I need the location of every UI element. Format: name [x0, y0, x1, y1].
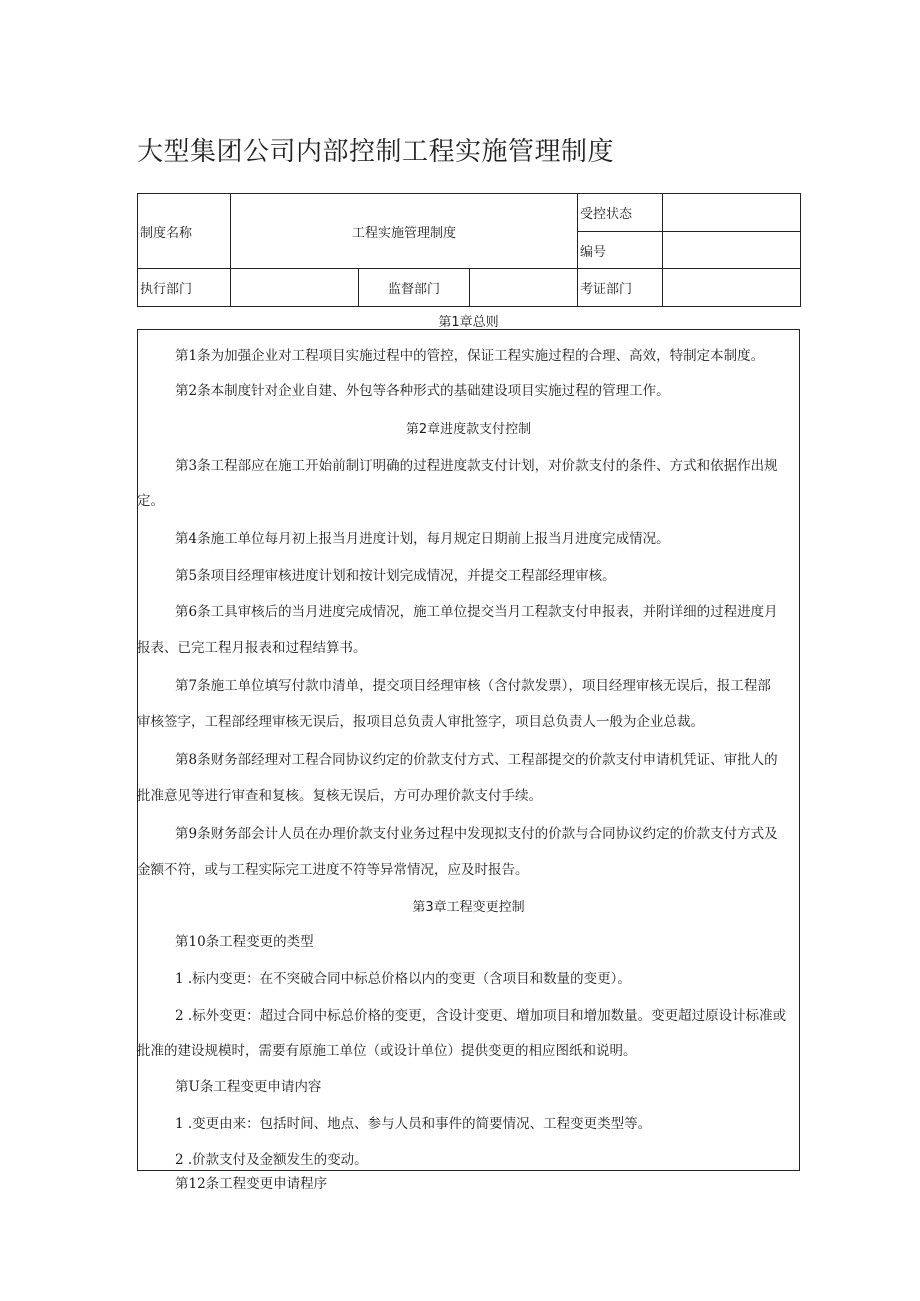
name-value: 工程实施管理制度 — [231, 194, 578, 269]
chapter-3-heading: 第3章工程变更控制 — [412, 900, 525, 915]
article-8-line-1: 第8条财务部经理对工程合同协议约定的价款支付方式、工程部提交的价款支付申请机凭证、审批人的 — [175, 752, 778, 768]
article-7-line-2: 审核签字，工程部经理审核无误后，报项目总负责人审批签字，项目总负责人一般为企业总裁。 — [137, 714, 704, 730]
number-label: 编号 — [578, 232, 663, 269]
article-8-line-2: 批准意见等进行审查和复核。复核无误后，方可办理价款支付手续。 — [137, 788, 542, 804]
status-label: 受控状态 — [578, 194, 663, 232]
article-10-item-2-line-1: 2 .标外变更：超过合同中标总价格的变更，含设计变更、增加项目和增加数量。变更超过原设计标准或 — [175, 1008, 787, 1024]
article-12: 第12条工程变更申请程序 — [175, 1176, 328, 1192]
exec-dept-value — [231, 269, 359, 307]
article-5: 第5条项目经理审核进度计划和按计划完成情况，并提交工程部经理审核。 — [175, 568, 616, 584]
supervise-dept-value — [470, 269, 578, 307]
exec-dept-label: 执行部门 — [138, 269, 231, 307]
supervise-dept-label: 监督部门 — [359, 269, 470, 307]
article-2: 第2条本制度针对企业自建、外包等各种形式的基础建设项目实施过程的管理工作。 — [175, 383, 670, 399]
article-9-line-2: 金额不符，或与工程实际完工进度不符等异常情况，应及时报告。 — [137, 862, 529, 878]
article-7-line-1: 第7条施工单位填写付款巾清单，提交项目经理审核（含付款发票），项目经理审核无误后，报工程部 — [175, 678, 771, 694]
audit-dept-label: 考证部门 — [578, 269, 663, 307]
article-11-item-2: 2 .价款支付及金额发生的变动。 — [175, 1152, 368, 1168]
status-value — [663, 194, 801, 232]
article-10-item-1: 1 .标内变更：在不突破合同中标总价格以内的变更（含项目和数量的变更）。 — [175, 971, 631, 987]
chapter-1-heading: 第1章总则 — [438, 315, 499, 330]
chapter-2-heading: 第2章进度款支付控制 — [405, 422, 532, 437]
article-11-item-1: 1 .变更由来：包括时间、地点、参与人员和事件的简要情况、工程变更类型等。 — [175, 1116, 652, 1132]
article-1: 第1条为加强企业对工程项目实施过程中的管控，保证工程实施过程的合理、高效，特制定本制度。 — [175, 348, 765, 364]
article-3-line-1: 第3条工程部应在施工开始前制订明确的过程进度款支付计划，对价款支付的条件、方式和依据作出规 — [175, 458, 778, 474]
number-value — [663, 232, 801, 269]
article-3-line-2: 定。 — [137, 493, 164, 509]
audit-dept-value — [663, 269, 801, 307]
article-10-item-2-line-2: 批准的建设规模时，需要有原施工单位（或设计单位）提供变更的相应图纸和说明。 — [137, 1043, 637, 1059]
document-title: 大型集团公司内部控制工程实施管理制度 — [137, 137, 615, 167]
article-6-line-2: 报表、已完工程月报表和过程结算书。 — [137, 640, 367, 656]
article-11: 第U条工程变更申请内容 — [175, 1079, 322, 1095]
name-label: 制度名称 — [138, 194, 231, 269]
article-9-line-1: 第9条财务部会计人员在办理价款支付业务过程中发现拟支付的价款与合同协议约定的价款支付方式及 — [175, 826, 778, 842]
article-4: 第4条施工单位每月初上报当月进度计划，每月规定日期前上报当月进度完成情况。 — [175, 531, 670, 547]
regulation-info-table — [137, 193, 801, 307]
article-6-line-1: 第6条工具审核后的当月进度完成情况，施工单位提交当月工程款支付申报表，并附详细的过程进度月 — [175, 604, 778, 620]
article-10: 第10条工程变更的类型 — [175, 934, 314, 950]
